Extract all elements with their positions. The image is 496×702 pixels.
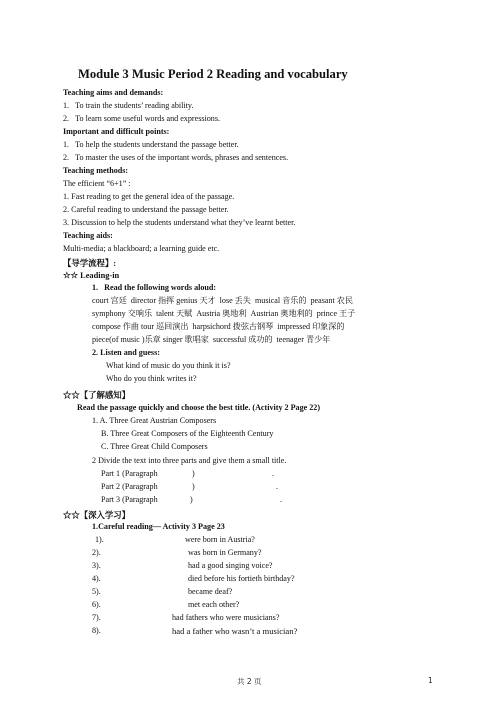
aim-item: 1. To train the students’ reading ability. [63, 101, 194, 110]
question-number: 7). [92, 613, 101, 622]
question-number: 6). [92, 600, 101, 609]
question-text: were born in Austria? [185, 535, 255, 544]
feel-heading: ☆☆【了解感知】 [63, 391, 130, 400]
point-item: 2. To master the uses of the important words, phrases and sentences. [63, 153, 289, 162]
careful-reading-task: 1.Careful reading— Activity 3 Page 23 [92, 522, 225, 531]
page-title: Module 3 Music Period 2 Reading and vocabulary [78, 67, 348, 81]
divide-task: 2 Divide the text into three parts and give them a small title. [92, 456, 287, 465]
part-end: . [280, 495, 283, 504]
vocab-line: court 宫廷 director 指挥 genius 天才 lose 丢失 musical 音乐的 peasant 农民 [92, 296, 353, 305]
aids-heading: Teaching aids: [63, 231, 113, 240]
vocab-line: symphony 交响乐 talent 天赋 Austria 奥地利 Austrian 奥地利的 prince 王子 [92, 309, 356, 318]
part-close: ) [190, 495, 193, 504]
part-end: . [276, 482, 279, 491]
title-option: 1. A. Three Great Austrian Composers [92, 416, 217, 425]
question-text: died before his fortieth birthday? [188, 574, 295, 583]
method-item: 1. Fast reading to get the general idea of the passage. [63, 192, 235, 201]
question-text: had fathers who were musicians? [172, 613, 280, 622]
question-number: 3). [92, 561, 101, 570]
question-number: 8). [92, 626, 101, 635]
point-item: 1. To help the students understand the passage better. [63, 140, 239, 149]
aim-item: 2. To learn some useful words and expressions. [63, 114, 221, 123]
vocab-line: compose 作曲 tour 巡回演出 harpsichord 拨弦古钢琴 impressed 印象深的 [92, 322, 345, 331]
method-item: 3. Discussion to help the students understand what they’ve learnt better. [63, 218, 296, 227]
footer-page-count: 共 2 页 [237, 677, 262, 686]
part-end: . [272, 469, 275, 478]
title-option: C. Three Great Child Composers [101, 442, 208, 451]
fast-reading-task: Read the passage quickly and choose the best title. (Activity 2 Page 22) [77, 403, 321, 412]
question-text: was born in Germany? [188, 548, 262, 557]
question-number: 4). [92, 574, 101, 583]
question-text: had a father who wasn’t a musician? [172, 626, 298, 636]
part-label: Part 1 (Paragraph [101, 469, 158, 478]
vocab-line: piece(of music )乐章 singer 歌唱家 successful 成功的 teenager 青少年 [92, 335, 331, 344]
guess-question: Who do you think writes it? [106, 374, 197, 383]
question-number: 5). [92, 587, 101, 596]
part-close: ) [192, 469, 195, 478]
aims-heading: Teaching aims and demands: [63, 88, 164, 97]
methods-heading: Teaching methods: [63, 166, 129, 175]
question-text: became deaf? [188, 587, 233, 596]
leadin-heading: ☆☆ Leading-in [63, 271, 120, 280]
deep-heading: ☆☆【深入学习】 [63, 511, 130, 520]
guess-question: What kind of music do you think it is? [106, 361, 231, 370]
question-text: met each other? [188, 600, 240, 609]
leadin-item-listen: 2. Listen and guess: [92, 348, 160, 357]
question-number: 2). [92, 548, 101, 557]
part-label: Part 2 (Paragraph [101, 482, 158, 491]
footer-page-number: 1 [428, 676, 433, 685]
aids-text: Multi-media; a blackboard; a learning guide etc. [63, 244, 220, 253]
points-heading: Important and difficult points: [63, 127, 170, 136]
method-item: 2. Careful reading to understand the passage better. [63, 205, 229, 214]
part-label: Part 3 (Paragraph [101, 495, 158, 504]
question-text: had a good singing voice? [188, 561, 273, 570]
title-option: B. Three Great Composers of the Eighteenth Century [101, 429, 274, 438]
part-close: ) [192, 482, 195, 491]
process-heading: 【导学流程】: [63, 259, 117, 268]
question-number: 1). [95, 535, 104, 544]
method-item: The efficient “6+1” : [63, 179, 131, 188]
leadin-item-read: 1. Read the following words aloud: [92, 283, 217, 292]
